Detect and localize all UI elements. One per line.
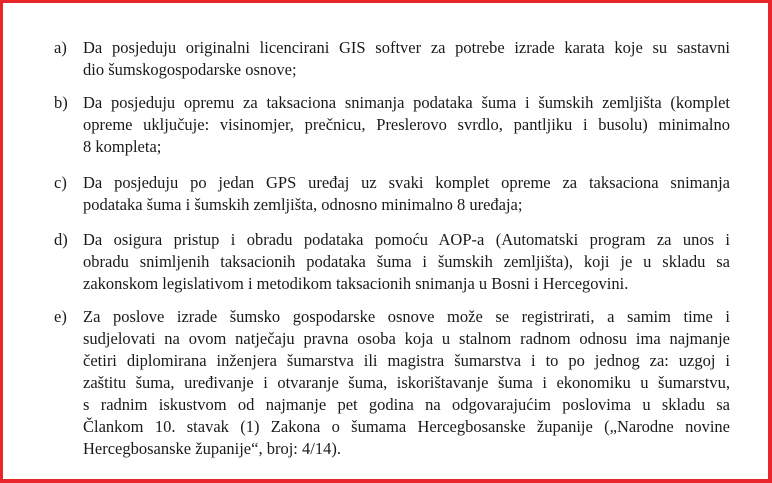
text-line: s radnim iskustvom od najmanje pet godina na odgovarajućim poslovima u skladu sa bbox=[83, 395, 730, 414]
text-line: Da posjeduju po jedan GPS uređaj uz svaki komplet opreme za taksaciona snimanja bbox=[83, 173, 730, 192]
text-line: 8 kompleta; bbox=[83, 137, 162, 156]
list-marker: b) bbox=[54, 93, 68, 112]
text-line: Hercegbosanske županije“, broj: 4/14). bbox=[83, 439, 341, 458]
list-item-text bbox=[83, 306, 730, 460]
text-line: dio šumskogospodarske osnove; bbox=[83, 60, 297, 79]
text-line: Za poslove izrade šumsko gospodarske osnove može se registrirati, a samim time i bbox=[83, 307, 730, 326]
text-line: zakonskom legislativom i metodikom taksacionih snimanja u Bosni i Hercegovini. bbox=[83, 274, 629, 293]
text-line: opreme uključuje: visinomjer, prečnicu, Preslerovo svrdlo, pantljiku i busolu) minimalno bbox=[83, 115, 730, 134]
text-line: Da posjeduju originalni licencirani GIS softver za potrebe izrade karata koje su sastavni bbox=[83, 38, 730, 57]
list-marker: c) bbox=[54, 173, 67, 192]
list-item-text bbox=[83, 229, 730, 295]
list-marker: d) bbox=[54, 230, 68, 249]
list-marker: e) bbox=[54, 307, 67, 326]
text-line: obradu snimljenih taksacionih podataka šuma i šumskih zemljišta), koji je u skladu sa bbox=[83, 252, 730, 271]
list-item-text bbox=[83, 172, 730, 216]
text-line: podataka šuma i šumskih zemljišta, odnosno minimalno 8 uređaja; bbox=[83, 195, 523, 214]
list-marker: a) bbox=[54, 38, 67, 57]
text-line: Da posjeduju opremu za taksaciona snimanja podataka šuma i šumskih zemljišta (komplet bbox=[83, 93, 730, 112]
list-item-text bbox=[83, 37, 730, 81]
text-line: Da osigura pristup i obradu podataka pomoću AOP-a (Automatski program za unos i bbox=[83, 230, 730, 249]
text-line: sudjelovati na ovom natječaju pravna osoba koja u stalnom radnom odnosu ima najmanje bbox=[83, 329, 730, 348]
text-line: zaštitu šuma, uređivanje i otvaranje šuma, iskorištavanje šuma i ekonomiku u šumarstvu, bbox=[83, 373, 730, 392]
list-item-text bbox=[83, 92, 730, 158]
text-line: Člankom 10. stavak (1) Zakona o šumama Hercegbosanske županije („Narodne novine bbox=[83, 417, 730, 436]
text-line: četiri diplomirana inženjera šumarstva ili magistra šumarstva i to po jednog za: uzgoj i bbox=[83, 351, 730, 370]
